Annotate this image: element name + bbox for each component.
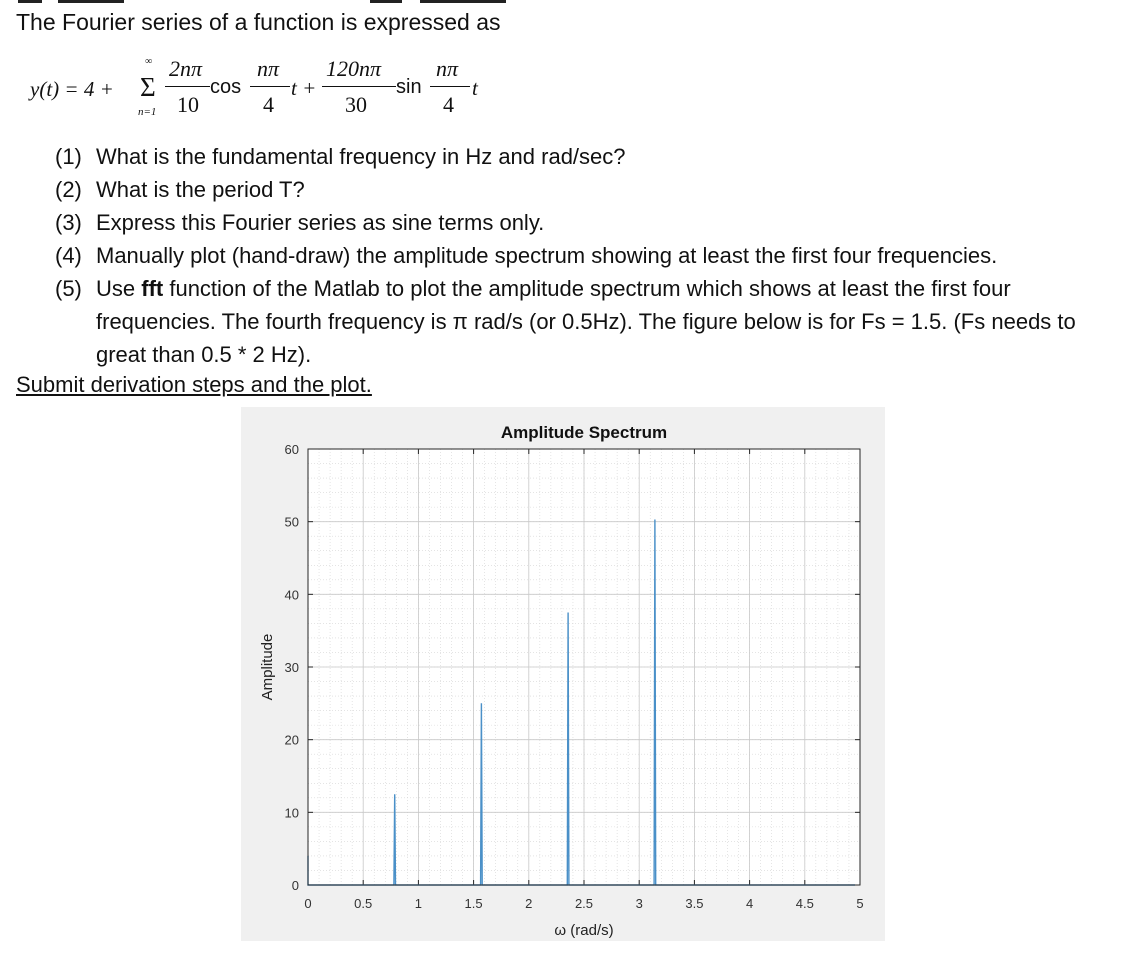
x-tick-label: 4.5 [795,896,814,911]
question-item [55,272,1126,371]
frac3-numerator: 120nπ [326,56,382,81]
x-axis-label: ω (rad/s) [554,922,614,939]
formula-lhs: y(t) = 4 + [30,77,114,101]
frac1-bar [165,86,210,87]
y-tick-label: 30 [284,660,299,675]
sigma-symbol: Σ [140,72,156,102]
question-list [55,140,1126,371]
x-tick-label: 4 [745,896,754,911]
question-number: (2) [55,177,82,202]
question-item [55,140,1126,173]
x-tick-label: 0 [304,896,312,911]
x-tick-label: 3 [635,896,643,911]
fourier-series-formula [30,56,500,122]
x-tick-label: 1.5 [464,896,483,911]
chart-canvas [241,407,885,941]
question-text: Express this Fourier series as sine terms only. [96,210,545,235]
x-tick-label: 5 [856,896,864,911]
y-tick-label: 20 [284,732,299,748]
y-tick-label: 60 [284,442,299,457]
frac2-numerator: nπ [257,56,280,81]
y-tick-labels [285,442,299,893]
x-tick-label: 1 [414,896,423,911]
question-text-after: function of the Matlab to plot the amplitude spectrum which shows at least the first four frequencies. The fourth frequency is π rad/s (or 0.5Hz). The figure below is for Fs = 1.5. (Fs needs to great than 0.5 * 2 Hz). [96,276,1076,367]
x-tick-labels [304,896,863,911]
question-number: (1) [55,144,82,169]
x-tick-label: 3.5 [685,896,704,911]
question-number: (3) [55,210,82,235]
fft-keyword: fft [141,276,164,301]
x-tick-label: 0.5 [354,896,373,911]
sum-lower-limit: n=1 [138,106,157,118]
question-item [55,173,1126,206]
sum-upper-limit: ∞ [145,56,153,67]
frac1-numerator: 2nπ [169,56,203,81]
chart-title: Amplitude Spectrum [500,423,668,442]
sin-function: sin [396,76,422,98]
question-text: Manually plot (hand-draw) the amplitude spectrum showing at least the first four frequencies. [96,243,998,268]
submit-instruction: Submit derivation steps and the plot. [16,372,372,397]
question-number: (4) [55,243,82,268]
frac2-denominator: 4 [263,92,274,117]
y-tick-label: 40 [284,587,299,603]
frac1-denominator: 10 [177,92,199,117]
x-tick-label: 2 [525,896,533,911]
question-item [55,206,1126,239]
frac3-bar [322,86,396,87]
frac2-bar [250,86,290,87]
t-end: t [472,76,478,100]
question-text: What is the period T? [96,177,305,202]
frac3-denominator: 30 [345,92,367,117]
cos-function: cos [210,76,242,98]
x-tick-label: 2.5 [574,896,594,911]
frac4-denominator: 4 [443,92,454,117]
frac4-numerator: nπ [436,56,459,81]
y-axis-label: Amplitude [259,633,276,701]
y-tick-label: 0 [291,878,299,893]
question-number: (5) [55,276,82,301]
amplitude-spectrum-figure [241,407,885,941]
question-text: What is the fundamental frequency in Hz and rad/sec? [96,144,626,169]
t-plus: t + [291,76,317,100]
cutoff-heading-fragment [0,0,1142,4]
y-tick-label: 10 [284,805,299,821]
question-text-before: Use [96,276,142,301]
intro-text: The Fourier series of a function is expressed as [16,9,501,35]
question-item [55,239,1126,272]
frac4-bar [430,86,470,87]
y-tick-label: 50 [284,514,299,530]
